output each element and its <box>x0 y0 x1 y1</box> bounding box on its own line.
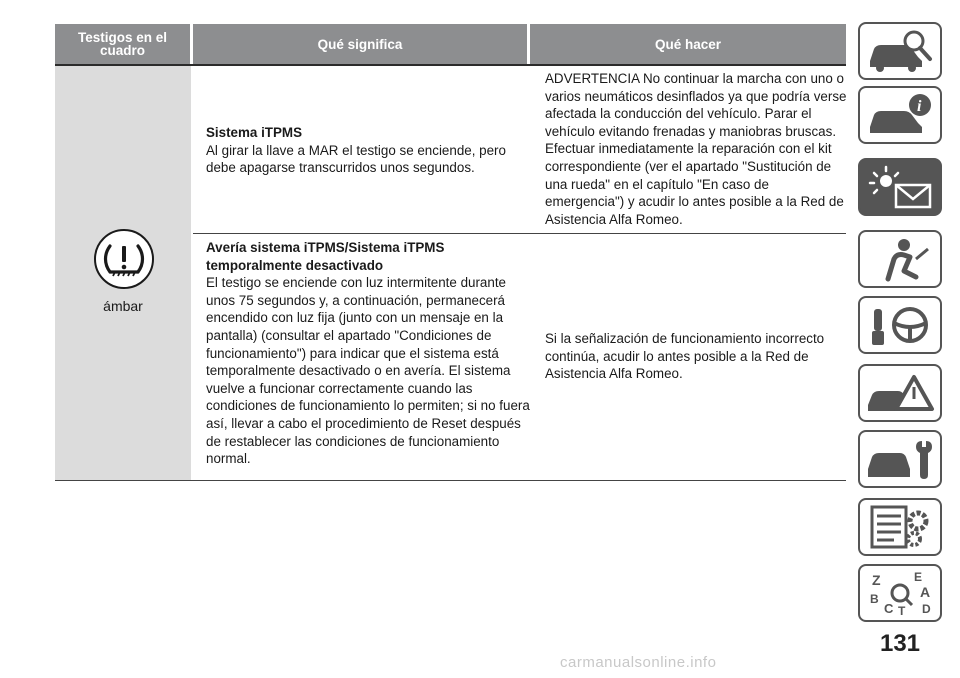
header-action-label: Qué hacer <box>654 36 722 52</box>
airbag-seat-icon <box>864 235 936 283</box>
tab-controls[interactable] <box>858 296 942 354</box>
svg-text:D: D <box>922 602 931 616</box>
header-indicator <box>55 24 190 64</box>
table-bottom-rule <box>55 480 846 481</box>
indicator-color-label: ámbar <box>103 298 143 314</box>
header-meaning-label: Qué significa <box>317 36 403 52</box>
car-warning-triangle-icon <box>864 369 936 417</box>
car-search-icon <box>864 27 936 75</box>
tab-index[interactable] <box>858 564 942 622</box>
svg-text:i: i <box>917 98 922 115</box>
car-info-icon <box>864 91 936 139</box>
specs-list-gear-icon <box>864 503 936 551</box>
row2-meaning-text: El testigo se enciende con luz intermitente durante unos 75 segundos y, a continuación, permanecerá encendido con luz fija (junto con un mensaje en la pantalla) (consultar el apartado "Condiciones de funcionamiento") para indicar que el sistema está temporalmente desactivado o en avería. El sistema vuelve a funcionar correctamente cuando las condiciones de funcionamiento lo permiten; si no fuera así, llevar a cabo el procedimiento de Reset después de restablecer las condiciones de funcionamiento normal. <box>206 275 530 467</box>
svg-text:E: E <box>914 570 923 584</box>
tab-warning-lights[interactable] <box>858 158 942 216</box>
row1-action: ADVERTENCIA No continuar la marcha con uno o varios neumáticos desinflados ya que podría verse afectada la conducción del vehículo. Parar el vehículo evitando frenadas y maniobras bruscas. Efectuar inmediatamente la reparación con el kit correspondiente (ver el apartado "Sustitución de una rueda" en el capítulo "En caso de emergencia") y acudir lo antes posible a la Red de Asistencia Alfa Romeo. <box>545 71 847 227</box>
row2-title: Avería sistema iTPMS/Sistema iTPMS temporalmente desactivado <box>206 240 445 273</box>
svg-text:C: C <box>884 601 894 616</box>
tab-technical-data[interactable] <box>858 498 942 556</box>
row2-action: Si la señalización de funcionamiento incorrecto continúa, acudir lo antes posible a la Red de Asistencia Alfa Romeo. <box>545 331 825 382</box>
tab-servicing[interactable] <box>858 430 942 488</box>
header-action <box>530 24 846 64</box>
row1-meaning-text: Al girar la llave a MAR el testigo se enciende, pero debe apagarse transcurridos unos segundos. <box>206 142 506 176</box>
watermark: carmanualsonline.info <box>560 654 717 671</box>
tab-emergency[interactable] <box>858 364 942 422</box>
tab-knowing-car[interactable] <box>858 22 942 80</box>
svg-text:T: T <box>898 604 906 617</box>
header-meaning <box>193 24 527 64</box>
indicator-column <box>55 66 191 481</box>
svg-text:B: B <box>870 592 879 606</box>
row1-meaning <box>206 124 536 177</box>
row-divider <box>193 233 846 234</box>
warning-light-message-icon <box>864 163 936 211</box>
tire-pressure-warning-icon <box>93 228 155 290</box>
tab-starting-driving[interactable] <box>858 230 942 288</box>
page-number: 131 <box>879 630 921 657</box>
alphabetical-index-icon <box>864 569 936 617</box>
row2-meaning <box>206 239 536 468</box>
tab-safety[interactable] <box>858 86 942 144</box>
header-indicator-label: Testigos en el cuadro <box>77 30 168 58</box>
svg-text:A: A <box>920 584 931 600</box>
car-wrench-icon <box>864 435 936 483</box>
row1-title: Sistema iTPMS <box>206 125 302 140</box>
key-steering-wheel-icon <box>864 301 936 349</box>
svg-text:Z: Z <box>872 572 881 588</box>
